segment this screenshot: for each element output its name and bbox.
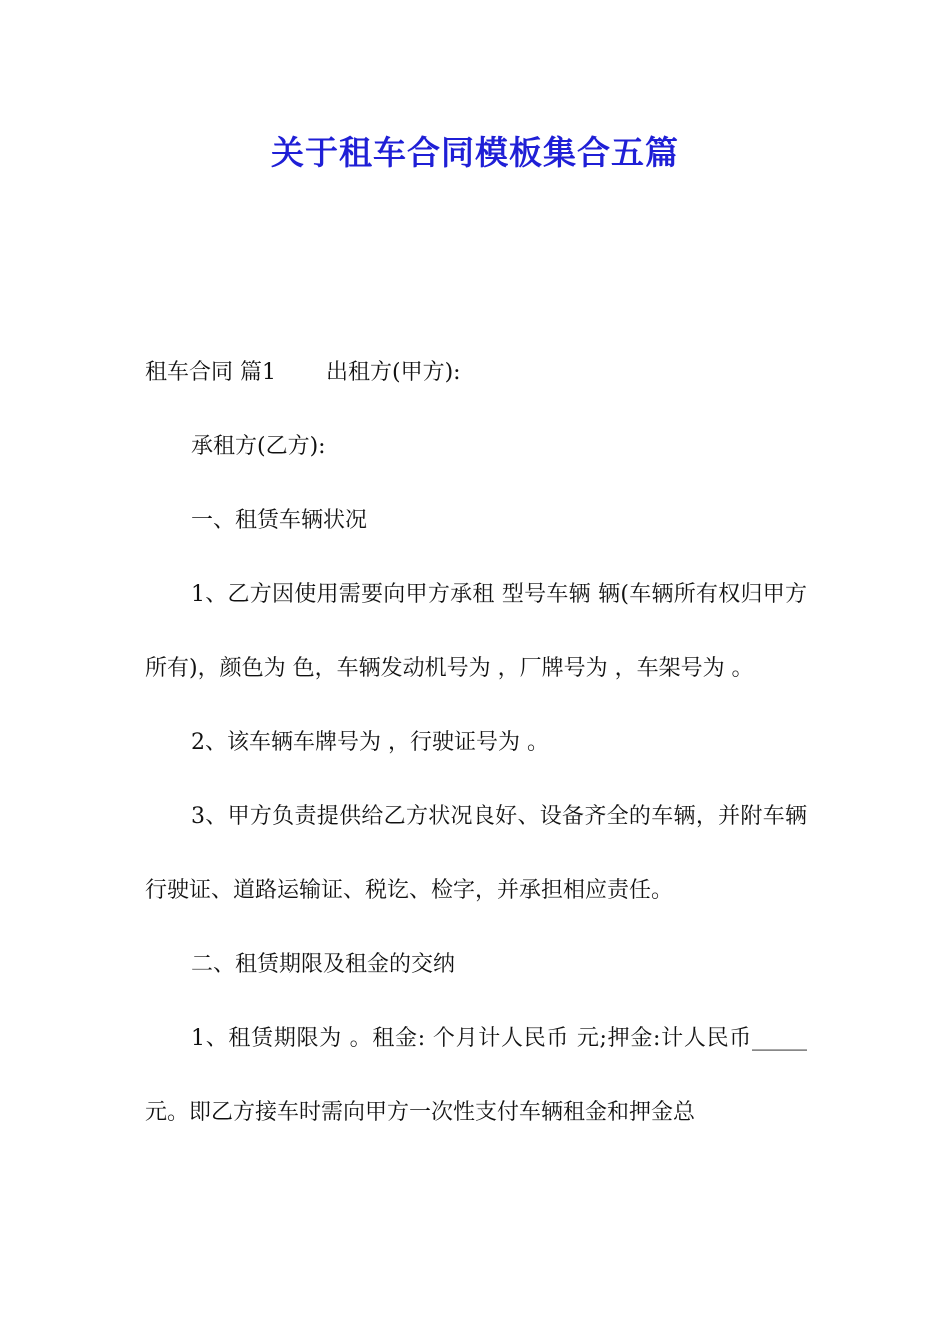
- section-heading-term-rent: 二、租赁期限及租金的交纳: [191, 952, 456, 977]
- lessee-label: 承租方(乙方):: [191, 434, 326, 459]
- clause-lease-term: 1、租赁期限为 。租金: 个月计人民币 元;押金:计人民币_____元。即乙方接车时需向甲方一次性支付车辆租金和押金总: [145, 1026, 807, 1125]
- clause-license-plate: 2、该车辆车牌号为 ，行驶证号为 。: [191, 730, 549, 755]
- section-heading-vehicle: 一、租赁车辆状况: [191, 508, 368, 533]
- document-title: 关于租车合同模板集合五篇: [271, 133, 679, 172]
- document-body: [145, 336, 807, 1150]
- lessor-label: 出租方(甲方):: [326, 360, 461, 385]
- contract-heading-line: [145, 336, 807, 410]
- clause-lessor-duties: 3、甲方负责提供给乙方状况良好、设备齐全的车辆，并附车辆行驶证、道路运输证、税讫、检字，并承担相应责任。: [145, 804, 807, 903]
- contract-heading-label: 租车合同 篇1: [145, 360, 276, 385]
- clause-vehicle-details: 1、乙方因使用需要向甲方承租 型号车辆 辆(车辆所有权归甲方所有)，颜色为 色，车辆发动机号为 ，厂牌号为 ，车架号为 。: [145, 582, 807, 681]
